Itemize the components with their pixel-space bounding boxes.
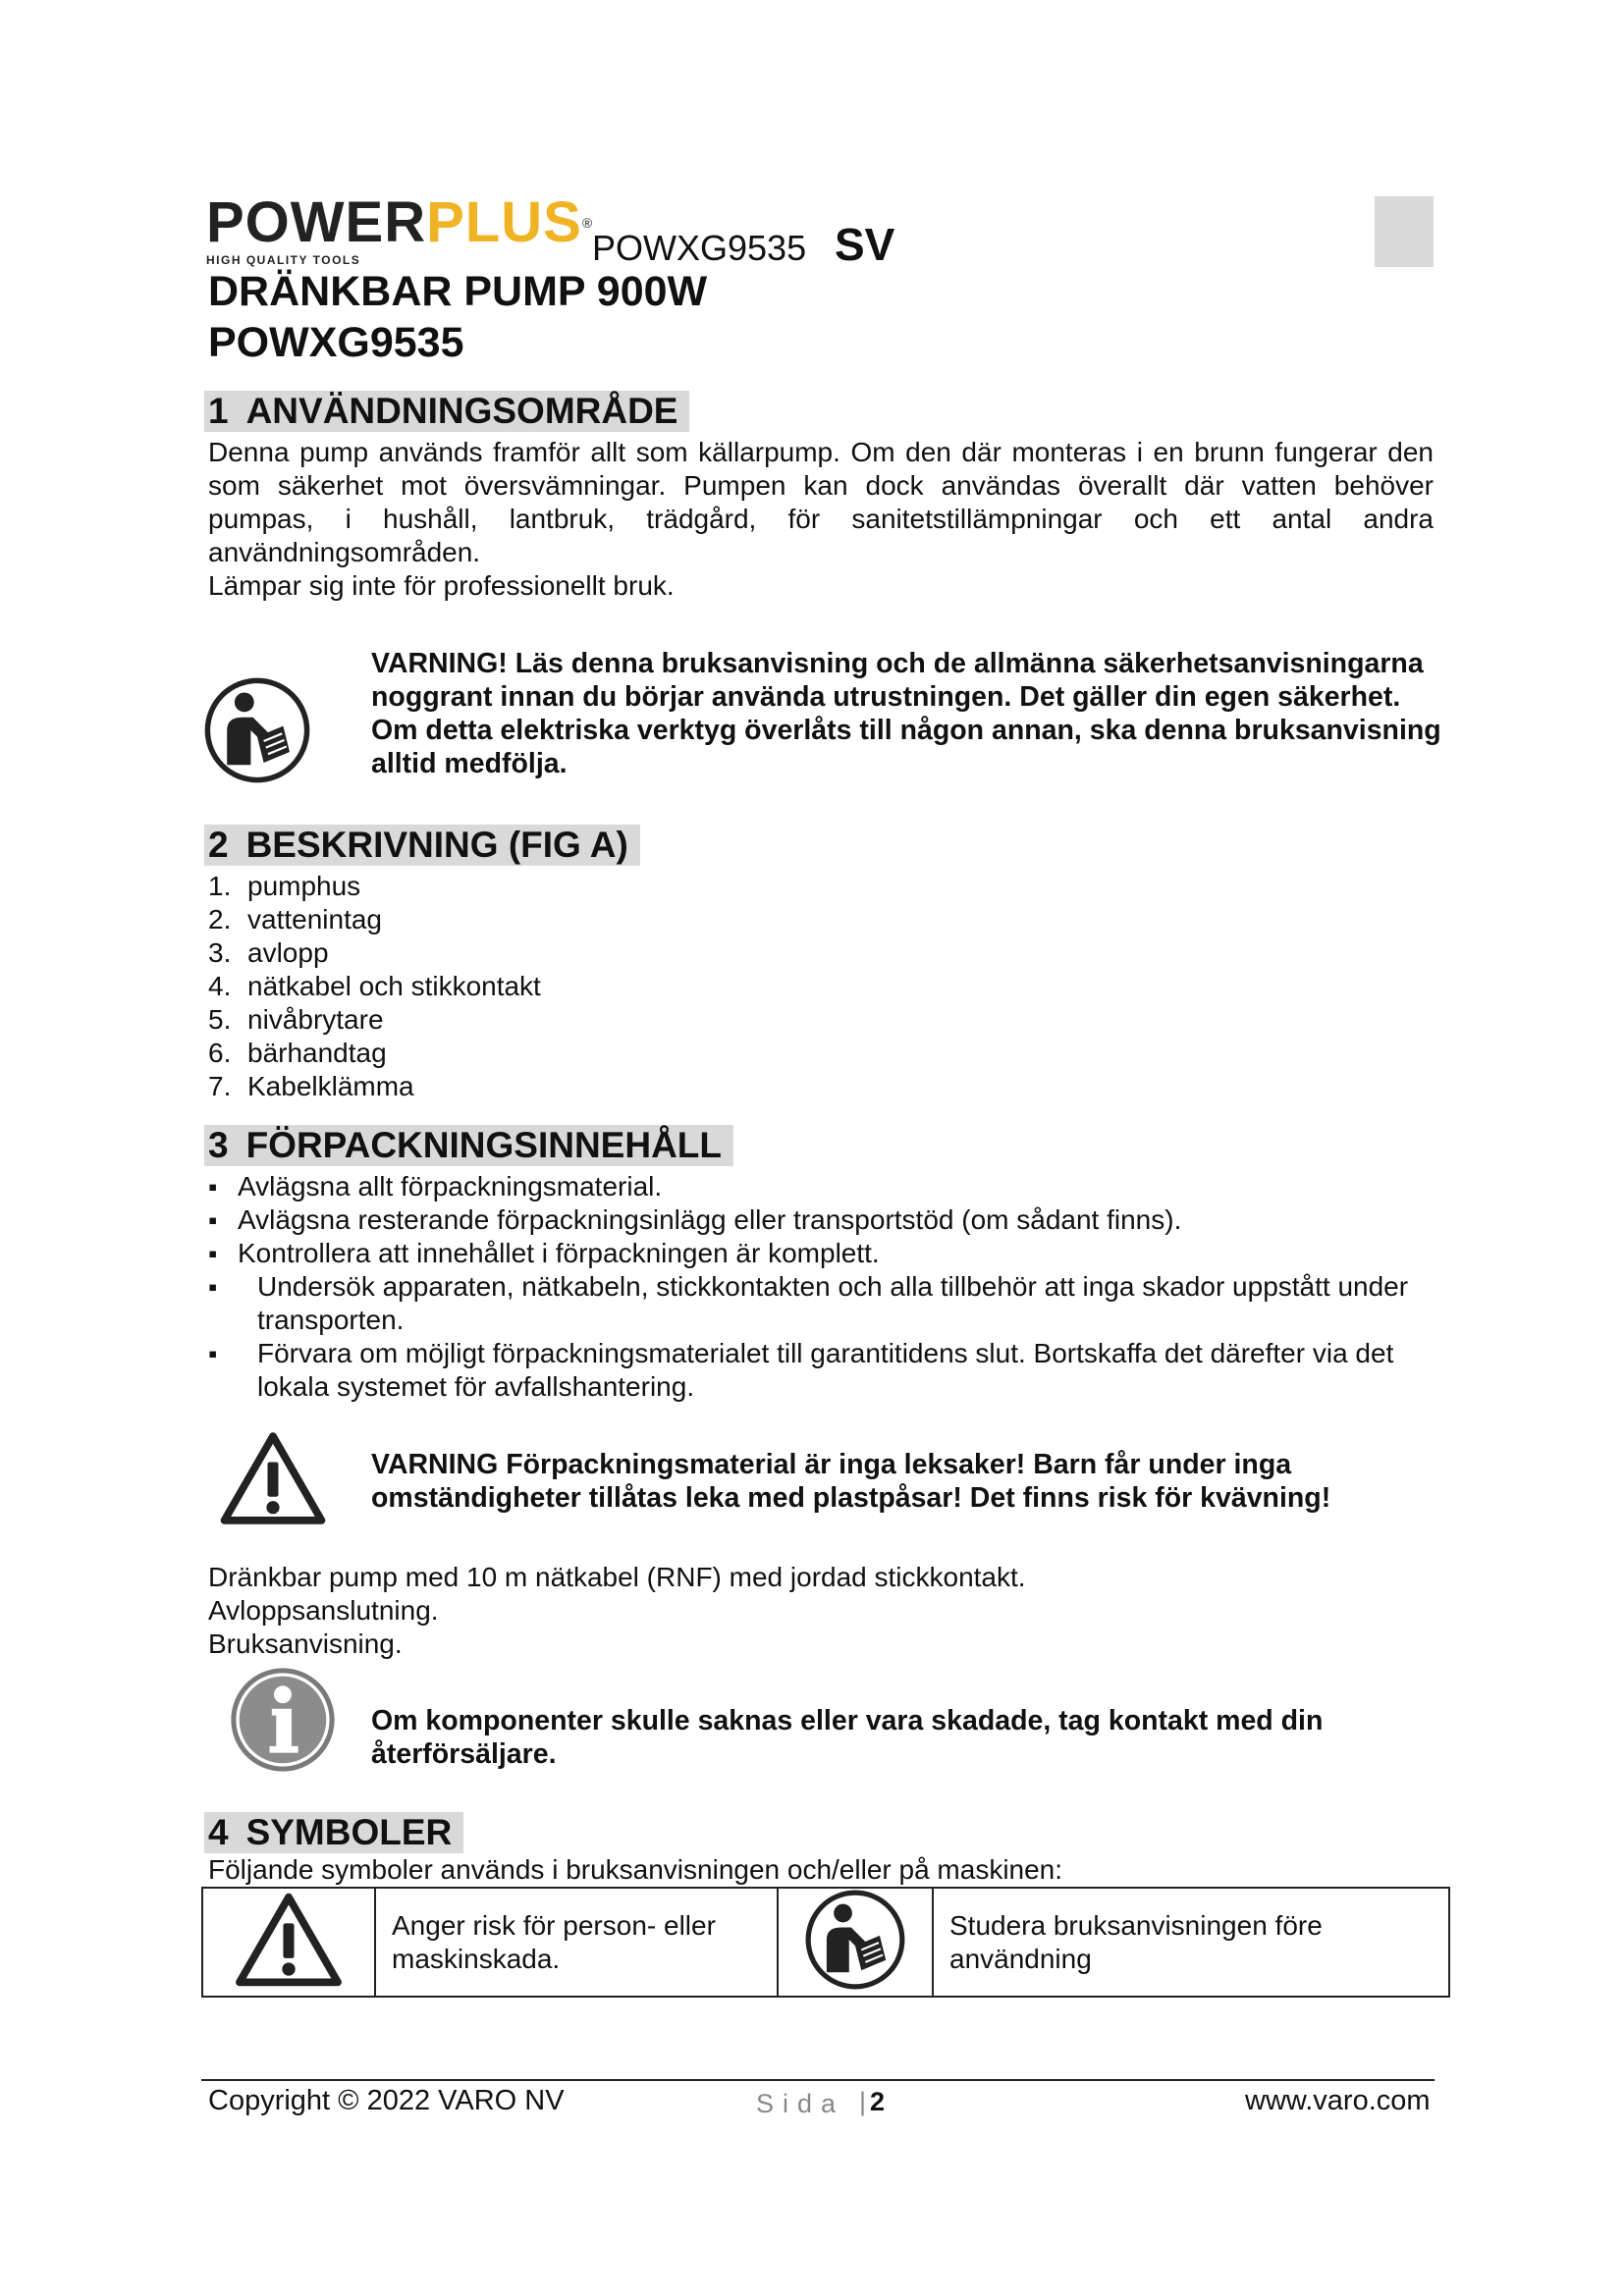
footer-copyright: Copyright © 2022 VARO NV <box>208 2085 565 2116</box>
symbols-table <box>201 1887 1450 1998</box>
read-manual-icon <box>804 1889 906 1991</box>
contents-item: Dränkbar pump med 10 m nätkabel (RNF) med jordad stickkontakt. <box>208 1562 1026 1592</box>
list-item <box>208 870 541 903</box>
list-item <box>208 970 541 1003</box>
list-item: ▪ Kontrollera att innehållet i förpackningen är komplett. <box>208 1237 1435 1270</box>
usage-paragraph: Denna pump används framför allt som källarpump. Om den där monteras i en brunn fungerar den som säkerhet mot översvämningar. Pumpen kan dock användas överallt där vatten behöver pumpas, i hushåll, lantbruk, trädgård, för sanitetstillämpningar och ett antal andra användningsområden. <box>208 437 1434 567</box>
list-item: ▪ Förvara om möjligt förpackningsmaterialet till garantitidens slut. Bortskaffa det därefter via det lokala systemet för avfallshantering. <box>208 1337 1435 1404</box>
section-number: 2 <box>208 825 229 865</box>
header-model-code: POWXG9535 <box>592 228 807 268</box>
page-label: Sida <box>756 2089 845 2118</box>
info-icon <box>228 1665 338 1775</box>
item-text: nätkabel och stikkontakt <box>247 971 541 1001</box>
item-number: 5. <box>208 1004 232 1035</box>
page-number-value: 2 <box>870 2087 886 2116</box>
symbol-cell <box>202 1888 375 1997</box>
item-number: 6. <box>208 1038 232 1068</box>
footer-website: www.varo.com <box>1245 2085 1431 2116</box>
section-heading-usage <box>204 391 689 432</box>
symbol-description: Anger risk för person- eller maskinskada. <box>375 1888 778 1997</box>
contents-item: Bruksanvisning. <box>208 1629 403 1659</box>
symbol-description: Studera bruksanvisningen före användning <box>933 1888 1449 1997</box>
section-title: ANVÄNDNINGSOMRÅDE <box>245 391 678 431</box>
parts-list <box>208 870 541 1103</box>
logo-wordmark <box>206 190 594 254</box>
section-title: BESKRIVNING (FIG A) <box>245 825 628 865</box>
document-title-model: POWXG9535 <box>208 319 464 366</box>
powerplus-logo <box>206 190 594 267</box>
item-number: 2. <box>208 904 232 934</box>
contents-item: Avloppsanslutning. <box>208 1595 439 1626</box>
corner-marker <box>1375 196 1434 267</box>
warning-triangle-icon <box>225 1891 352 1989</box>
section-heading-description <box>204 825 640 866</box>
section-heading-package-contents <box>204 1125 733 1166</box>
usage-note: Lämpar sig inte för professionellt bruk. <box>208 570 675 601</box>
section-number: 1 <box>208 391 229 431</box>
item-text: pumphus <box>247 871 361 901</box>
read-manual-icon <box>203 676 311 784</box>
footer-divider <box>201 2079 1435 2081</box>
item-number: 3. <box>208 937 232 968</box>
item-text: bärhandtag <box>247 1038 387 1068</box>
item-text: Kabelklämma <box>247 1071 414 1101</box>
symbols-intro: Följande symboler används i bruksanvisningen och/eller på maskinen: <box>208 1854 1063 1885</box>
item-number: 7. <box>208 1071 232 1101</box>
unpacking-list <box>208 1170 1435 1404</box>
table-row <box>202 1888 1449 1997</box>
logo-plus: PLUS <box>426 190 582 254</box>
page-separator: | <box>859 2087 867 2116</box>
language-code: SV <box>835 219 895 270</box>
item-text: avlopp <box>247 937 329 968</box>
logo-tagline: HIGH QUALITY TOOLS <box>206 253 361 267</box>
list-item <box>208 1070 541 1103</box>
logo-power: POWER <box>206 190 427 254</box>
section-title: FÖRPACKNINGSINNEHÅLL <box>245 1125 722 1165</box>
section-title: SYMBOLER <box>245 1812 453 1852</box>
section-number: 3 <box>208 1125 229 1165</box>
page-number <box>859 2087 885 2117</box>
warning-triangle-icon <box>219 1429 327 1527</box>
list-item: ▪ Undersök apparaten, nätkabeln, stickkontakten och alla tillbehör att inga skador uppstått under transporten. <box>208 1270 1435 1337</box>
list-item <box>208 1037 541 1070</box>
item-text: nivåbrytare <box>247 1004 384 1035</box>
list-item: ▪ Avlägsna resterande förpackningsinlägg eller transportstöd (om sådant finns). <box>208 1203 1435 1237</box>
registered-mark-icon: ® <box>581 215 594 231</box>
list-item: ▪ Avlägsna allt förpackningsmaterial. <box>208 1170 1435 1203</box>
item-text: vattenintag <box>247 904 382 934</box>
item-number: 4. <box>208 971 232 1001</box>
item-number: 1. <box>208 871 232 901</box>
info-note: Om komponenter skulle saknas eller vara skadade, tag kontakt med din återförsäljare. <box>371 1705 1324 1770</box>
packaging-warning: VARNING Förpackningsmaterial är inga leksaker! Barn får under inga omständigheter tillåtas leka med plastpåsar! Det finns risk för kvävning! <box>371 1449 1331 1514</box>
document-title: DRÄNKBAR PUMP 900W <box>208 268 708 315</box>
symbol-cell <box>778 1888 933 1997</box>
list-item <box>208 903 541 936</box>
section-number: 4 <box>208 1812 229 1852</box>
list-item <box>208 1003 541 1037</box>
list-item <box>208 936 541 970</box>
manual-warning: VARNING! Läs denna bruksanvisning och de allmänna säkerhetsanvisningarna noggrant innan du börjar använda utrustningen. Det gäller din egen säkerhet. Om detta elektriska verktyg överlåts till någon annan, ska denna bruksanvisning alltid medfölja. <box>371 648 1441 779</box>
section-heading-symbols <box>204 1812 463 1853</box>
